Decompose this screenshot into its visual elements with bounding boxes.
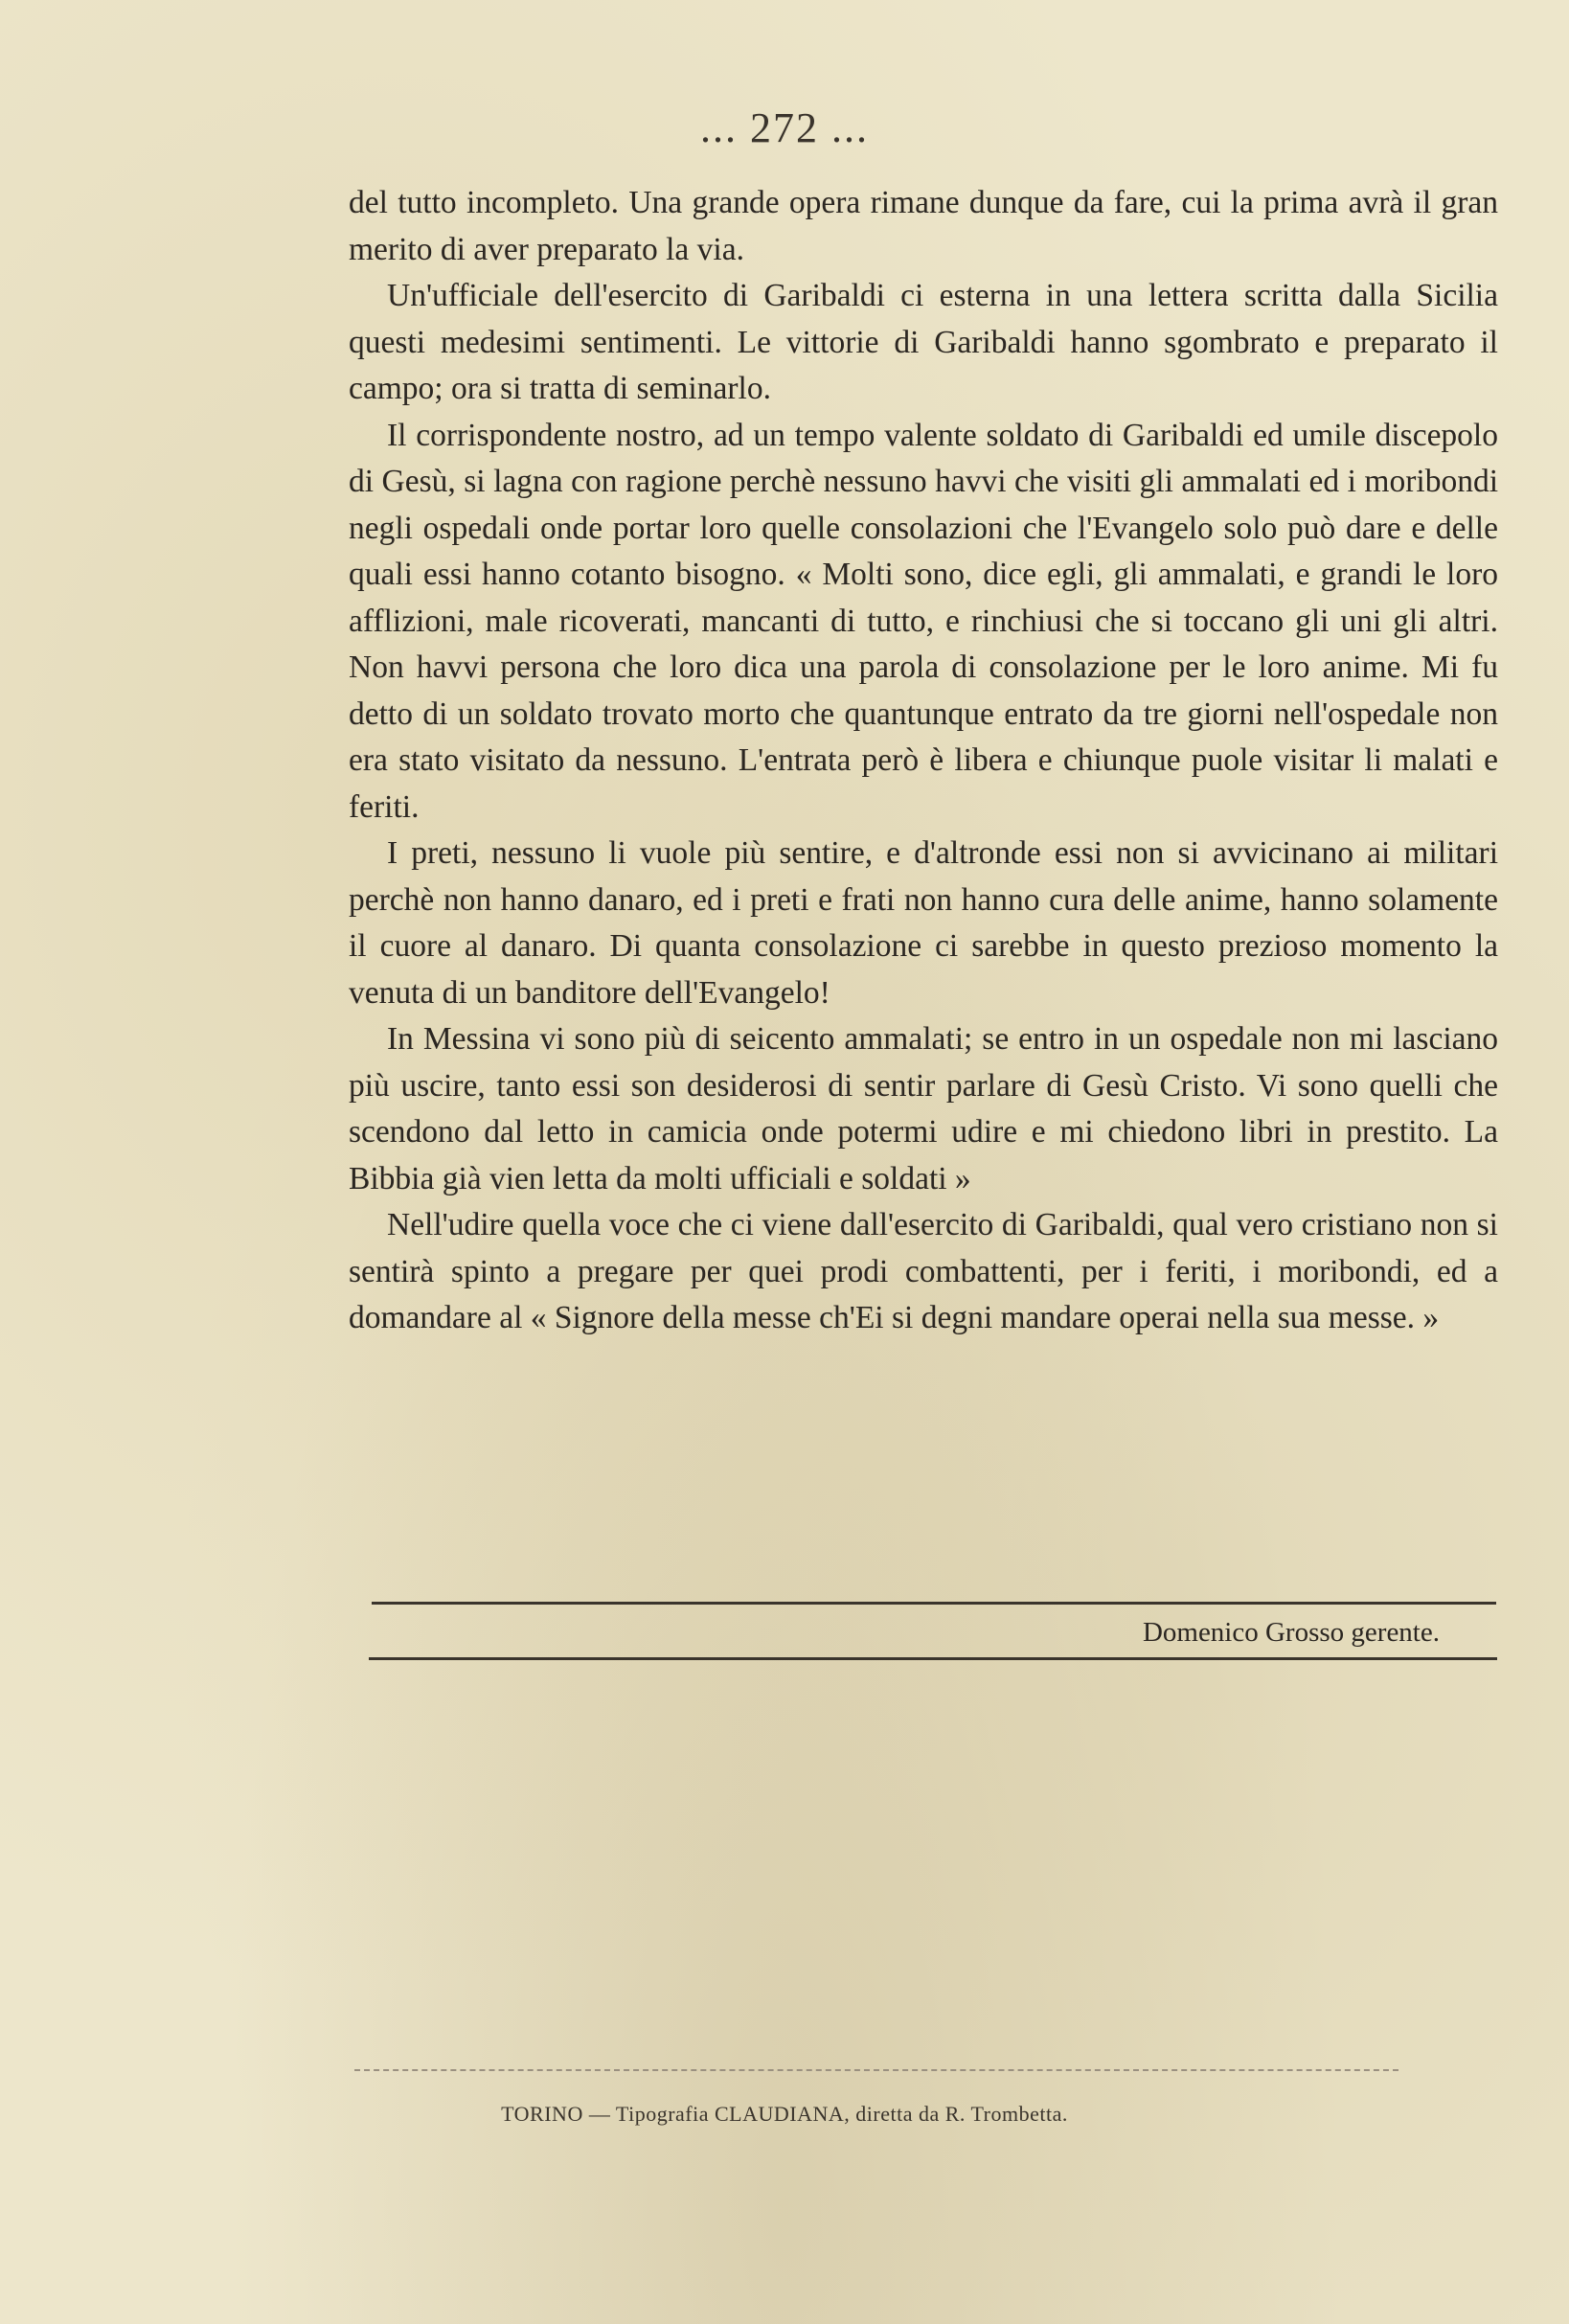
printer-imprint: TORINO — Tipografia CLAUDIANA, diretta da R. Trombetta. bbox=[501, 2102, 1068, 2126]
page-number: ... 272 ... bbox=[700, 104, 869, 151]
paragraph: I preti, nessuno li vuole più sentire, e d'altronde essi non si avvicinano ai militari perchè non hanno danaro, ed i preti e frati non hanno cura delle anime, hanno solamente il cuore al danaro. Di quanta consolazione ci sarebbe in questo prezioso momento la venuta di un banditore dell'Evangelo! bbox=[349, 835, 1498, 1011]
paragraph: Il corrispondente nostro, ad un tempo valente soldato di Garibaldi ed umile discepolo di Gesù, si lagna con ragione perchè nessuno havvi che visiti gli ammalati ed i moribondi negli ospedali onde portar loro quelle consolazioni che l'Evangelo solo può dare e delle quali essi hanno cotanto bisogno. « Molti sono, dice egli, gli ammalati, e grandi le loro afflizioni, male ricoverati, mancanti di tutto, e rinchiusi che si toccano gli uni gli altri. Non havvi persona che loro dica una parola di consolazione per le loro anime. Mi fu detto di un soldato trovato morto che quantunque entrato da tre giorni nell'ospedale non era stato visitato da nessuno. L'entrata però è libera e chiunque puole visitar li malati e feriti. bbox=[349, 417, 1498, 825]
divider-bottom bbox=[369, 1657, 1497, 1660]
paragraph: Nell'udire quella voce che ci viene dall'esercito di Garibaldi, qual vero cristiano non si sentirà spinto a pregare per quei prodi combattenti, per i feriti, i moribondi, ed a domandare al « Signore della messe ch'Ei si degni mandare operai nella sua messe. » bbox=[349, 1207, 1498, 1335]
paragraph: Un'ufficiale dell'esercito di Garibaldi ci esterna in una lettera scritta dalla Sicilia questi medesimi sentimenti. Le vittorie di Garibaldi hanno sgombrato e preparato il campo; ora si tratta di seminarlo. bbox=[349, 278, 1498, 406]
body-text bbox=[349, 180, 1498, 1342]
paragraph: del tutto incompleto. Una grande opera rimane dunque da fare, cui la prima avrà il gran merito di aver preparato la via. bbox=[349, 185, 1498, 267]
signature: Domenico Grosso gerente. bbox=[1142, 1617, 1440, 1648]
divider-top bbox=[372, 1602, 1496, 1605]
ornament-divider bbox=[354, 2069, 1398, 2071]
paragraph: In Messina vi sono più di seicento ammalati; se entro in un ospedale non mi lasciano più uscire, tanto essi son desiderosi di sentir parlare di Gesù Cristo. Vi sono quelli che scendono dal letto in camicia onde potermi udire e mi chiedono libri in prestito. La Bibbia già vien letta da molti ufficiali e soldati » bbox=[349, 1021, 1498, 1196]
